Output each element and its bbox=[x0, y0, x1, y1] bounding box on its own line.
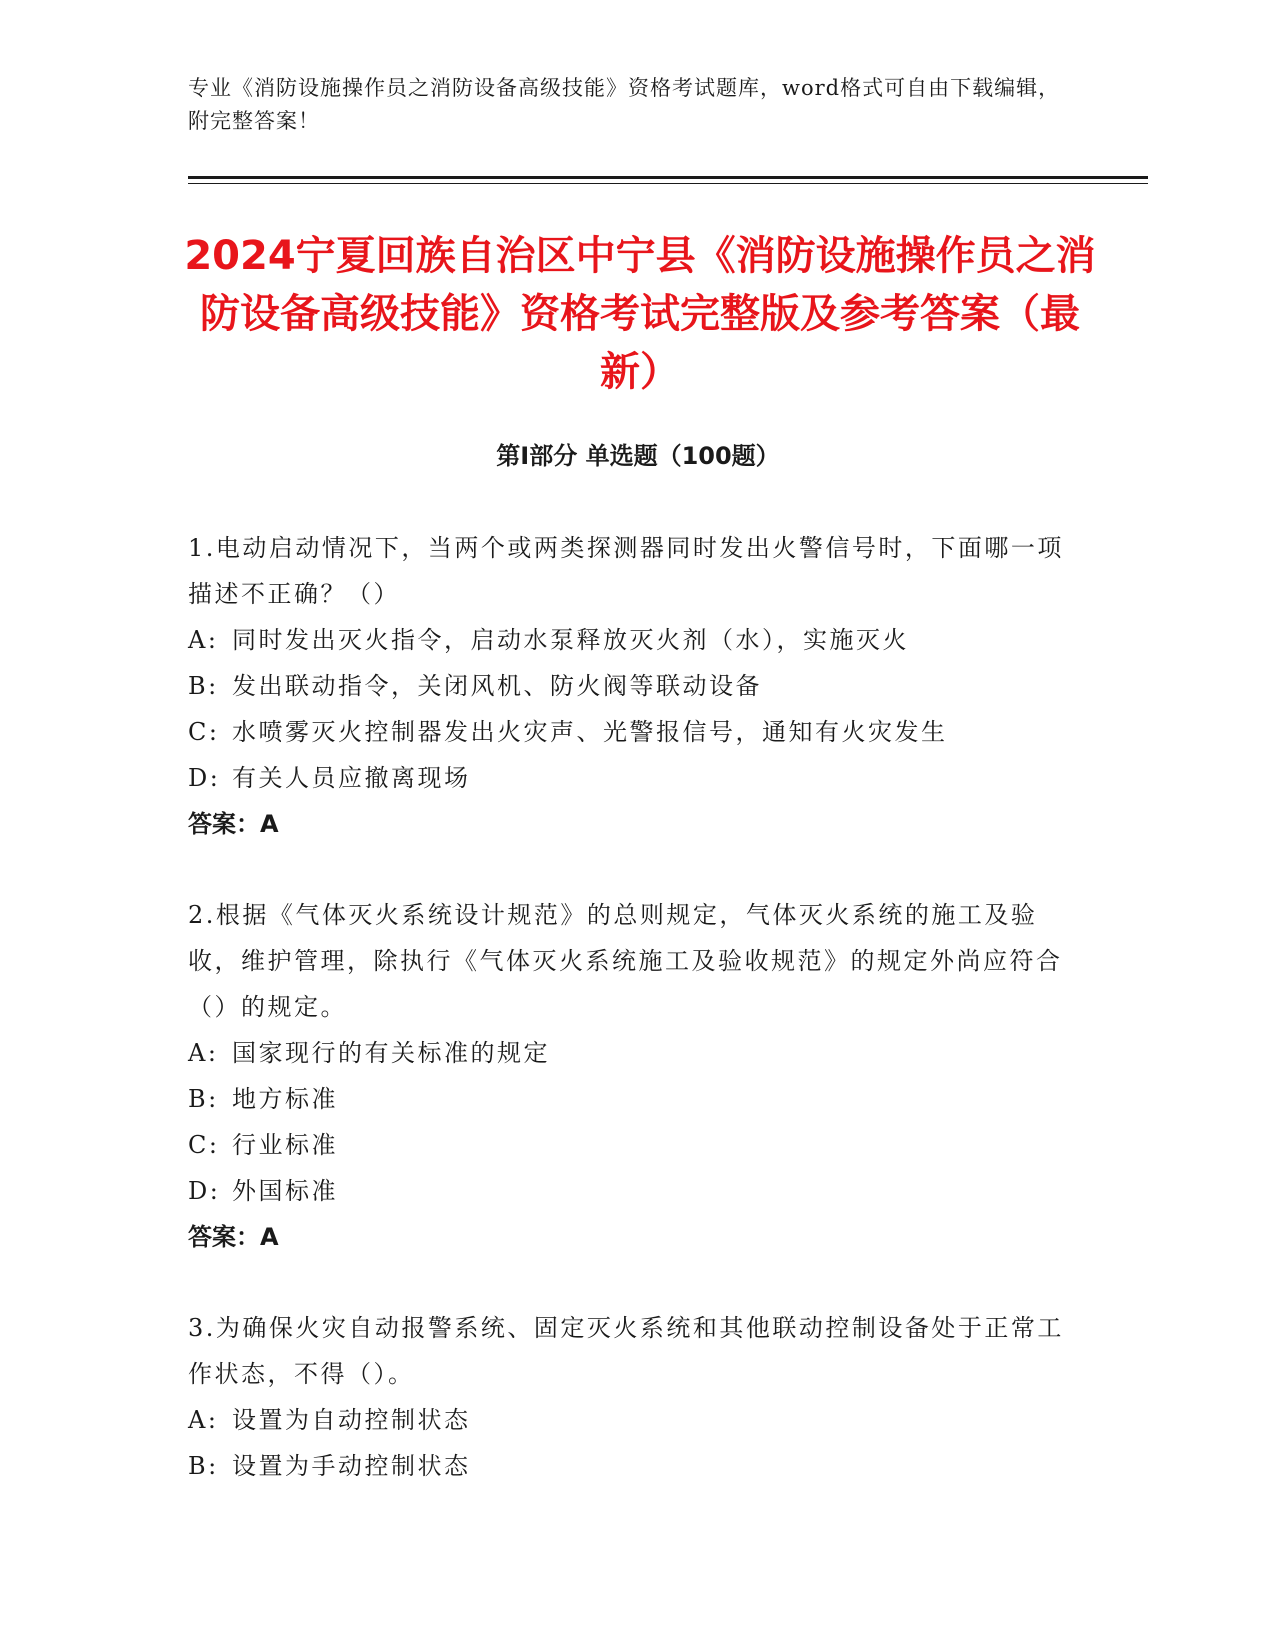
header-note: 专业《消防设施操作员之消防设备高级技能》资格考试题库，word格式可自由下载编辑，附完整答案！ bbox=[188, 76, 1061, 133]
option-text: 行业标准 bbox=[232, 1131, 338, 1159]
section-heading: 第I部分 单选题（100题） bbox=[496, 442, 780, 470]
option-text: 有关人员应撤离现场 bbox=[232, 764, 471, 792]
option-letter: C: bbox=[188, 718, 220, 746]
option-c bbox=[188, 1122, 1068, 1168]
question-stem: 2.根据《气体灭火系统设计规范》的总则规定，气体灭火系统的施工及验收，维护管理，除执行《气体灭火系统施工及验收规范》的规定外尚应符合（）的规定。 bbox=[188, 901, 1063, 1021]
option-b bbox=[188, 663, 1068, 709]
answer-line: 答案：A bbox=[188, 810, 279, 838]
option-letter: B: bbox=[188, 1085, 219, 1113]
document-title: 2024宁夏回族自治区中宁县《消防设施操作员之消防设备高级技能》资格考试完整版及参考答案（最新） bbox=[184, 233, 1096, 395]
question-list bbox=[188, 525, 1068, 1534]
question-item bbox=[188, 892, 1068, 1260]
option-text: 地方标准 bbox=[232, 1085, 338, 1113]
header-rule-thin bbox=[188, 183, 1148, 184]
question-item bbox=[188, 525, 1068, 847]
option-text: 发出联动指令，关闭风机、防火阀等联动设备 bbox=[232, 672, 762, 700]
option-letter: D: bbox=[188, 1177, 221, 1205]
option-a bbox=[188, 1397, 1068, 1443]
option-letter: D: bbox=[188, 764, 221, 792]
option-letter: C: bbox=[188, 1131, 220, 1159]
option-letter: B: bbox=[188, 672, 219, 700]
option-letter: A: bbox=[188, 1406, 219, 1434]
option-a bbox=[188, 1030, 1068, 1076]
option-text: 同时发出灭火指令，启动水泵释放灭火剂（水），实施灭火 bbox=[232, 626, 909, 654]
header-rule-thick bbox=[188, 176, 1148, 179]
option-d bbox=[188, 1168, 1068, 1214]
option-a bbox=[188, 617, 1068, 663]
question-stem: 1.电动启动情况下，当两个或两类探测器同时发出火警信号时，下面哪一项描述不正确？（） bbox=[188, 534, 1064, 608]
option-d bbox=[188, 755, 1068, 801]
option-b bbox=[188, 1076, 1068, 1122]
option-c bbox=[188, 709, 1068, 755]
option-text: 国家现行的有关标准的规定 bbox=[232, 1039, 550, 1067]
question-item bbox=[188, 1305, 1068, 1489]
question-stem: 3.为确保火灾自动报警系统、固定灭火系统和其他联动控制设备处于正常工作状态，不得（）。 bbox=[188, 1314, 1064, 1388]
option-letter: A: bbox=[188, 1039, 219, 1067]
option-letter: B: bbox=[188, 1452, 219, 1480]
option-b bbox=[188, 1443, 1068, 1489]
option-text: 设置为自动控制状态 bbox=[232, 1406, 471, 1434]
option-text: 水喷雾灭火控制器发出火灾声、光警报信号，通知有火灾发生 bbox=[232, 718, 948, 746]
option-text: 设置为手动控制状态 bbox=[232, 1452, 471, 1480]
option-letter: A: bbox=[188, 626, 219, 654]
answer-line: 答案：A bbox=[188, 1223, 279, 1251]
option-text: 外国标准 bbox=[232, 1177, 338, 1205]
